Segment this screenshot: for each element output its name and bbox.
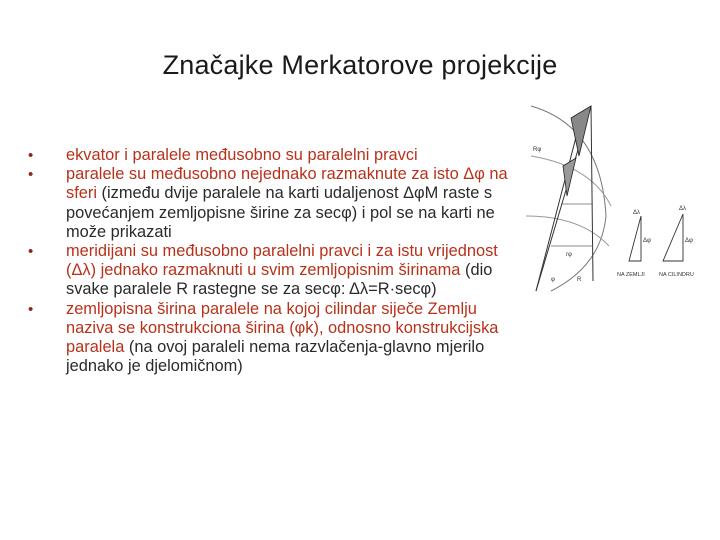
figure-label: R xyxy=(577,277,582,283)
figure-label: Δλ xyxy=(633,210,641,216)
bullet-item xyxy=(28,165,514,242)
body-text: (između dvije paralele na karti udaljenost ΔφM raste s povećanjem zemljopisne širine za secφ) i pol se na karti ne može prikazati xyxy=(66,184,495,241)
caption-on-cylinder: NA CILINDRU xyxy=(659,272,694,278)
caption-on-earth: NA ZEMLJI xyxy=(617,272,645,278)
bullet-item xyxy=(28,242,514,300)
shaded-triangle xyxy=(563,158,576,196)
sphere-outline xyxy=(531,106,606,291)
highlighted-text: meridijani su međusobno paralelni pravci i za istu vrijednost (Δλ) jednako razmaknuti u svim zemljopisnim širinama xyxy=(66,242,498,280)
figure-label: φ xyxy=(551,277,555,283)
figure-label: rφ xyxy=(566,252,572,258)
tangent-line xyxy=(591,106,593,281)
bullet-dot: • xyxy=(28,147,34,164)
bullet-dot: • xyxy=(28,243,34,261)
figure-label: Δφ xyxy=(685,238,693,244)
radius-line xyxy=(536,118,581,291)
sphere-arc-2 xyxy=(526,216,609,246)
figure-label: Δλ xyxy=(679,206,687,212)
cylinder-element-triangle xyxy=(663,214,683,261)
figure-label: Δφ xyxy=(643,238,651,244)
slide-title: Značajke Merkatorove projekcije xyxy=(162,50,558,80)
mercator-construction-figure xyxy=(521,96,720,296)
bullet-dot: • xyxy=(28,166,34,184)
bullet-item xyxy=(28,300,514,377)
figure-label: Rφ xyxy=(533,147,542,153)
bullet-item xyxy=(28,146,514,165)
sphere-element-triangle xyxy=(629,216,641,261)
highlighted-text: zemljopisna širina paralele na kojoj cilindar siječe Zemlju naziva se konstrukciona širina (φk), odnosno konstrukcijska paralela xyxy=(66,299,499,357)
highlighted-text: paralele su međusobno nejednako razmaknute za isto Δφ na sferi xyxy=(66,165,508,203)
body-text: (na ovoj paraleli nema razvlačenja-glavno mjerilo jednako je djelomičnom) xyxy=(66,338,485,376)
bullet-dot: • xyxy=(28,300,34,318)
highlighted-text: ekvator i paralele međusobno su paralelni pravci xyxy=(66,146,418,164)
body-text: (dio svake paralele R rastegne se za secφ: Δλ=R·secφ) xyxy=(66,261,493,299)
bullet-list xyxy=(28,146,514,376)
